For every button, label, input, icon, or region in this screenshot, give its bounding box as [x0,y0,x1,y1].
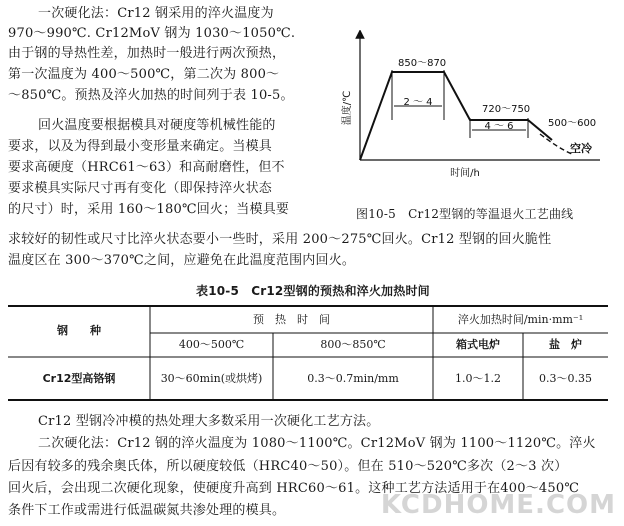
text-line: Cr12 型钢冷冲模的热处理大多数采用一次硬化工艺方法。 [38,414,380,429]
text-line: 后因有较多的残余奥氏体，所以硬度较低（HRC40～50）。但在 510～520℃多次（2～3 次） [8,459,568,474]
cooling-label: 空冷 [570,142,592,155]
text-line: 条件下工作或需进行低温碳氮共渗处理的模具。 [8,503,286,518]
duration-2-label: 4 ～ 6 [484,121,514,132]
table-cell: 1.0～1.2 [455,372,501,385]
process-curve [360,72,552,160]
peak-temp-label: 850～870 [398,58,447,69]
hold-temp-label: 720～750 [482,104,531,115]
y-axis-label: 温度/℃ [342,90,353,126]
text-line: 由于钢的导热性差，加热时一般进行两次预热， [8,46,286,61]
header-steel-type: 钢 种 [57,324,101,337]
duration-1-label: 2 ～ 4 [403,97,433,108]
text-line: 求较好的韧性或尺寸比淬火状态要小一些时，采用 200～275℃回火。Cr12 型钢的回火脆性 [8,232,552,247]
text-line: 要求高硬度（HRC61～63）和高耐磨性，但不 [8,160,285,175]
text-line: 的尺寸）时，采用 160～180℃回火；当模具要 [8,202,290,217]
text-line: 970～990℃. Cr12MoV 钢为 1030～1050℃. [8,26,296,41]
text-line: 温度区在 300～370℃之间，应避免在此温度范围内回火。 [8,253,356,268]
table-cell: 0.3～0.7min/mm [307,372,399,385]
header-preheat-time: 预 热 时 间 [253,313,330,326]
table-title: 表10-5 Cr12型钢的预热和淬火加热时间 [196,284,430,298]
text-line: 第一次温度为 400～500℃，第二次为 800～ [8,67,280,82]
text-line: 要求，以及为得到最小变形量来确定。当模具 [8,139,273,154]
x-axis-label: 时间/h [450,168,480,179]
text-line: 二次硬化法：Cr12 钢的淬火温度为 1080～1100℃。Cr12MoV 钢为 1100～1120℃。淬火 [38,436,596,451]
figure-caption: 图10-5 Cr12型钢的等温退火工艺曲线 [356,207,574,221]
table-cell: 0.3～0.35 [539,372,592,385]
subheader-salt-bath: 盐 炉 [549,338,582,351]
text-line: 一次硬化法：Cr12 钢采用的淬火温度为 [38,6,274,21]
preheat-table [8,305,608,401]
text-line: 回火温度要根据模具对硬度等机械性能的 [38,118,276,133]
annealing-curve-figure [330,30,620,200]
table-cell: 30～60min(或烘烤) [160,372,263,385]
subheader-800-850: 800～850℃ [320,338,386,351]
text-line: ～850℃。预热及淬火加热的时间列于表 10-5。 [8,88,294,103]
text-line: 回火后，会出现二次硬化现象，使硬度升高到 HRC60～61。这种工艺方法适用于在400～450℃ [8,481,580,496]
text-line: 要求模具实际尺寸再有变化（即保持淬火状态 [8,181,273,196]
cooling-curve [540,134,572,154]
subheader-400-500: 400～500℃ [178,338,245,351]
exit-temp-label: 500～600 [548,118,597,129]
watermark: KCDHOME.COM [380,490,616,520]
header-heating-time: 淬火加热时间/min·mm⁻¹ [457,313,584,326]
subheader-box-furnace: 箱式电炉 [456,338,500,351]
table-cell: Cr12型高铬钢 [42,372,116,385]
